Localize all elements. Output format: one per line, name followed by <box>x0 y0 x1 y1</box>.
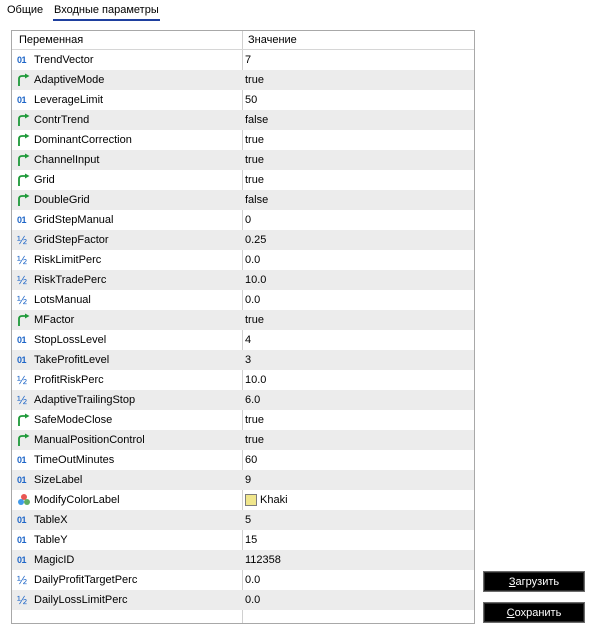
parameter-value-text: 0.0 <box>245 574 261 586</box>
tab-general[interactable]: Общие <box>7 4 44 16</box>
parameter-row[interactable] <box>12 310 474 330</box>
integer-type-icon-text: 01 <box>17 355 27 365</box>
boolean-type-icon <box>17 313 31 327</box>
integer-type-icon-text: 01 <box>17 455 27 465</box>
double-type-icon <box>17 373 31 387</box>
header-variable[interactable]: Переменная <box>19 34 84 46</box>
load-button-accel: З <box>508 576 516 588</box>
parameter-value[interactable] <box>245 190 268 210</box>
parameter-value[interactable] <box>245 490 288 510</box>
integer-type-icon-text: 01 <box>17 95 27 105</box>
integer-type-icon <box>17 473 31 487</box>
double-type-icon-text: ½ <box>17 233 28 247</box>
integer-type-icon <box>17 513 31 527</box>
parameter-row[interactable] <box>12 110 474 130</box>
integer-type-icon-text: 01 <box>17 55 27 65</box>
double-type-icon <box>17 273 31 287</box>
integer-type-icon <box>17 213 31 227</box>
parameter-row[interactable] <box>12 50 474 70</box>
parameter-row[interactable] <box>12 490 474 510</box>
parameter-value[interactable] <box>245 450 257 470</box>
parameter-row[interactable] <box>12 370 474 390</box>
parameter-name: DominantCorrection <box>34 134 132 146</box>
parameter-name: MFactor <box>34 314 75 326</box>
integer-type-icon-text: 01 <box>17 475 27 485</box>
integer-type-icon-text: 01 <box>17 515 27 525</box>
parameter-value-text: 0.0 <box>245 594 261 606</box>
parameter-row[interactable] <box>12 190 474 210</box>
parameter-value[interactable] <box>245 90 257 110</box>
parameter-row[interactable] <box>12 250 474 270</box>
double-type-icon-text: ½ <box>17 593 28 607</box>
parameter-value[interactable] <box>245 590 260 610</box>
parameter-row[interactable] <box>12 430 474 450</box>
parameter-value-text: 112358 <box>245 554 281 566</box>
load-button[interactable] <box>483 571 585 592</box>
parameter-name: ModifyColorLabel <box>34 494 120 506</box>
integer-type-icon-text: 01 <box>17 215 27 225</box>
parameter-value-text: false <box>245 194 269 206</box>
parameter-name: ChannelInput <box>34 154 100 166</box>
parameters-grid <box>11 30 475 624</box>
parameter-value[interactable] <box>245 370 266 390</box>
parameter-value[interactable] <box>245 530 257 550</box>
parameter-row[interactable] <box>12 90 474 110</box>
parameter-name: TrendVector <box>34 54 94 66</box>
parameter-row[interactable] <box>12 570 474 590</box>
boolean-type-icon <box>17 73 31 87</box>
boolean-type-icon <box>17 133 31 147</box>
parameter-value[interactable] <box>245 130 264 150</box>
parameter-value[interactable] <box>245 250 260 270</box>
parameter-name: AdaptiveMode <box>34 74 105 86</box>
parameter-name: GridStepManual <box>34 214 114 226</box>
parameter-row[interactable] <box>12 230 474 250</box>
grid-rows <box>12 50 474 610</box>
double-type-icon <box>17 253 31 267</box>
parameter-value[interactable] <box>245 150 264 170</box>
parameter-row[interactable] <box>12 470 474 490</box>
parameter-name: TableX <box>34 514 68 526</box>
parameter-name: LotsManual <box>34 294 91 306</box>
parameter-value-text: 0 <box>245 214 252 226</box>
parameter-value-text: true <box>245 414 264 426</box>
save-button-accel: С <box>506 607 515 619</box>
parameter-value-text: 7 <box>245 54 252 66</box>
integer-type-icon-text: 01 <box>17 535 27 545</box>
double-type-icon <box>17 573 31 587</box>
parameter-name: StopLossLevel <box>34 334 107 346</box>
parameter-name: TableY <box>34 534 68 546</box>
parameter-value-text: 10.0 <box>245 274 267 286</box>
parameter-name: DailyLossLimitPerc <box>34 594 128 606</box>
parameter-value[interactable] <box>245 290 260 310</box>
tab-bar <box>0 0 600 22</box>
parameter-value[interactable] <box>245 350 251 370</box>
save-button[interactable] <box>483 602 585 623</box>
boolean-type-icon <box>17 413 31 427</box>
parameter-value[interactable] <box>245 50 251 70</box>
parameter-value-text: 0.25 <box>245 234 267 246</box>
parameter-value-text: 60 <box>245 454 258 466</box>
parameter-name: GridStepFactor <box>34 234 109 246</box>
parameter-name: AdaptiveTrailingStop <box>34 394 136 406</box>
parameter-name: TakeProfitLevel <box>34 354 110 366</box>
parameter-value[interactable] <box>245 70 264 90</box>
parameter-value[interactable] <box>245 550 281 570</box>
parameter-value-text: false <box>245 114 269 126</box>
boolean-type-icon <box>17 433 31 447</box>
parameter-value-text: 9 <box>245 474 252 486</box>
integer-type-icon <box>17 533 31 547</box>
load-button-label: агрузить <box>515 576 560 588</box>
parameter-row[interactable] <box>12 450 474 470</box>
integer-type-icon <box>17 553 31 567</box>
boolean-type-icon <box>17 153 31 167</box>
parameter-value-text: 3 <box>245 354 252 366</box>
header-value[interactable]: Значение <box>248 34 297 46</box>
parameter-value-text: true <box>245 74 264 86</box>
parameter-row[interactable] <box>12 330 474 350</box>
color-swatch <box>245 494 257 506</box>
parameter-value[interactable] <box>245 390 260 410</box>
parameter-name: DailyProfitTargetPerc <box>34 574 138 586</box>
parameter-row[interactable] <box>12 290 474 310</box>
parameter-name: LeverageLimit <box>34 94 104 106</box>
tab-input-parameters[interactable]: Входные параметры <box>51 3 162 21</box>
parameter-value-text: true <box>245 154 264 166</box>
parameter-value-text: 15 <box>245 534 258 546</box>
double-type-icon-text: ½ <box>17 573 28 587</box>
parameter-value-text: 10.0 <box>245 374 267 386</box>
parameter-row[interactable] <box>12 530 474 550</box>
parameter-name: ContrTrend <box>34 114 90 126</box>
grid-header <box>12 31 474 50</box>
parameter-name: RiskLimitPerc <box>34 254 102 266</box>
parameter-name: MagicID <box>34 554 75 566</box>
parameter-value-text: true <box>245 434 264 446</box>
parameter-row[interactable] <box>12 150 474 170</box>
double-type-icon <box>17 233 31 247</box>
double-type-icon-text: ½ <box>17 393 28 407</box>
parameter-row[interactable] <box>12 590 474 610</box>
boolean-type-icon <box>17 113 31 127</box>
boolean-type-icon <box>17 193 31 207</box>
integer-type-icon-text: 01 <box>17 335 27 345</box>
parameter-value-text: 4 <box>245 334 252 346</box>
integer-type-icon <box>17 53 31 67</box>
parameter-value[interactable] <box>245 470 251 490</box>
parameter-row[interactable] <box>12 70 474 90</box>
parameter-value[interactable] <box>245 510 251 530</box>
parameter-row[interactable] <box>12 410 474 430</box>
integer-type-icon <box>17 333 31 347</box>
integer-type-icon <box>17 93 31 107</box>
double-type-icon <box>17 593 31 607</box>
parameter-value[interactable] <box>245 310 264 330</box>
parameter-value[interactable] <box>245 230 266 250</box>
parameter-value-text: 5 <box>245 514 252 526</box>
parameter-name: RiskTradePerc <box>34 274 107 286</box>
parameter-name: Grid <box>34 174 55 186</box>
integer-type-icon <box>17 453 31 467</box>
parameter-value-text: 0.0 <box>245 254 261 266</box>
parameter-value-text: true <box>245 314 264 326</box>
parameter-value-text: 50 <box>245 94 258 106</box>
parameter-row[interactable] <box>12 550 474 570</box>
parameter-value[interactable] <box>245 170 264 190</box>
parameter-row[interactable] <box>12 390 474 410</box>
parameter-row[interactable] <box>12 130 474 150</box>
double-type-icon-text: ½ <box>17 273 28 287</box>
parameter-value[interactable] <box>245 410 264 430</box>
double-type-icon-text: ½ <box>17 373 28 387</box>
parameter-value-text: 6.0 <box>245 394 261 406</box>
double-type-icon-text: ½ <box>17 253 28 267</box>
parameter-name: SafeModeClose <box>34 414 113 426</box>
parameter-value[interactable] <box>245 110 268 130</box>
parameter-value[interactable] <box>245 330 251 350</box>
parameter-value[interactable] <box>245 270 266 290</box>
parameter-value-text: 0.0 <box>245 294 261 306</box>
parameter-name: ProfitRiskPerc <box>34 374 104 386</box>
parameter-row[interactable] <box>12 170 474 190</box>
integer-type-icon-text: 01 <box>17 555 27 565</box>
parameter-value[interactable] <box>245 210 251 230</box>
parameter-name: DoubleGrid <box>34 194 90 206</box>
double-type-icon <box>17 393 31 407</box>
parameter-value[interactable] <box>245 570 260 590</box>
parameter-value-text: true <box>245 134 264 146</box>
parameter-name: TimeOutMinutes <box>34 454 115 466</box>
parameter-row[interactable] <box>12 510 474 530</box>
boolean-type-icon <box>17 173 31 187</box>
integer-type-icon <box>17 353 31 367</box>
double-type-icon <box>17 293 31 307</box>
color-type-icon <box>17 493 31 507</box>
double-type-icon-text: ½ <box>17 293 28 307</box>
save-button-label: охранить <box>514 607 562 619</box>
parameter-row[interactable] <box>12 270 474 290</box>
parameter-value-text: Khaki <box>260 494 288 506</box>
parameter-value[interactable] <box>245 430 264 450</box>
parameter-name: SizeLabel <box>34 474 83 486</box>
parameter-row[interactable] <box>12 210 474 230</box>
parameter-row[interactable] <box>12 350 474 370</box>
parameter-value-text: true <box>245 174 264 186</box>
parameter-name: ManualPositionControl <box>34 434 145 446</box>
